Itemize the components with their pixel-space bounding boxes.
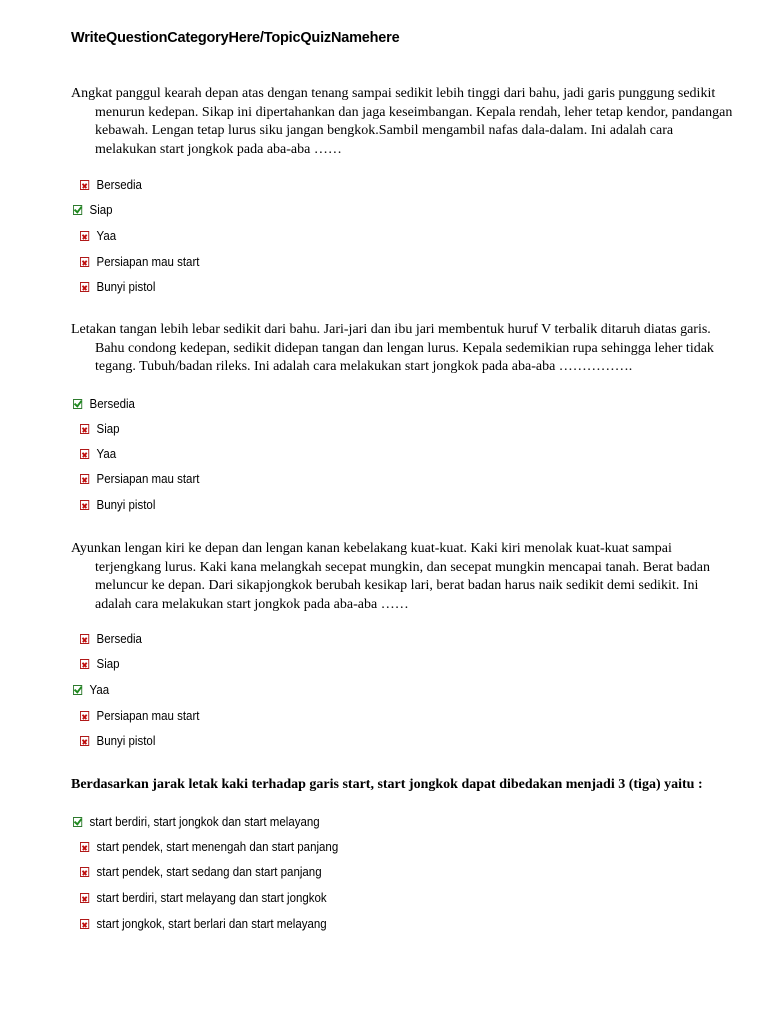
option-label: start jongkok, start berlari dan start melayang <box>96 917 327 931</box>
option-q4-4[interactable] <box>80 891 327 905</box>
option-label: Bunyi pistol <box>96 734 156 748</box>
cross-box-icon <box>80 736 89 746</box>
option-label: Bersedia <box>89 397 135 411</box>
option-label: Bersedia <box>96 632 142 646</box>
cross-box-icon <box>80 257 89 267</box>
option-label: Yaa <box>96 447 117 461</box>
question-3-text: Ayunkan lengan kiri ke depan dan lengan kanan kebelakang kuat-kuat. Kaki kiri menolak kuat-kuat sampai terjengkang lurus. Kaki kana melangkah secepat mungkin, dan secepat mungkin mencapai tanah. Berat badan meluncur ke depan. Dari sikapjongkok berubah kesikap lari, berat badan harus naik sedikit demi sedikit. Ini adalah cara melakukan start jongkok pada aba-aba …… <box>71 541 711 612</box>
cross-box-icon <box>80 282 89 292</box>
option-q1-4[interactable] <box>80 255 199 269</box>
page-header: WriteQuestionCategoryHere/TopicQuizNamehere <box>71 30 400 46</box>
option-label: Siap <box>96 657 120 671</box>
cross-box-icon <box>80 711 89 721</box>
option-label: start pendek, start sedang dan start panjang <box>96 865 322 879</box>
option-q4-3[interactable] <box>80 865 322 879</box>
option-q1-5[interactable] <box>80 280 155 294</box>
option-label: Persiapan mau start <box>96 709 200 723</box>
option-label: Yaa <box>96 229 117 243</box>
option-q3-4[interactable] <box>80 709 199 723</box>
option-q1-2[interactable] <box>73 203 113 217</box>
option-label: Siap <box>89 203 113 217</box>
check-box-icon <box>73 399 82 409</box>
cross-box-icon <box>80 180 89 190</box>
cross-box-icon <box>80 867 89 877</box>
option-q3-3[interactable] <box>73 683 109 697</box>
option-label: Persiapan mau start <box>96 472 200 486</box>
option-q3-1[interactable] <box>80 632 142 646</box>
option-label: Bunyi pistol <box>96 498 156 512</box>
cross-box-icon <box>80 634 89 644</box>
option-q1-3[interactable] <box>80 229 116 243</box>
cross-box-icon <box>80 449 89 459</box>
question-2-text: Letakan tangan lebih lebar sedikit dari bahu. Jari-jari dan ibu jari membentuk huruf V terbalik ditaruh diatas garis. Bahu condong kedepan, sedikit didepan tangan dan lengan lurus. Kepala sedemikian rupa sehingga leher tidak tegang. Tubuh/badan rileks. Ini adalah cara melakukan start jongkok pada aba-aba ……………. <box>71 322 714 374</box>
option-label: Persiapan mau start <box>96 255 200 269</box>
cross-box-icon <box>80 659 89 669</box>
option-q4-1[interactable] <box>73 815 320 829</box>
cross-box-icon <box>80 893 89 903</box>
option-q2-4[interactable] <box>80 472 199 486</box>
cross-box-icon <box>80 231 89 241</box>
check-box-icon <box>73 685 82 695</box>
option-q3-5[interactable] <box>80 734 155 748</box>
cross-box-icon <box>80 424 89 434</box>
cross-box-icon <box>80 842 89 852</box>
question-4-text: Berdasarkan jarak letak kaki terhadap garis start, start jongkok dapat dibedakan menjadi 3 (tiga) yaitu : <box>71 777 703 792</box>
option-q2-5[interactable] <box>80 498 155 512</box>
cross-box-icon <box>80 919 89 929</box>
cross-box-icon <box>80 500 89 510</box>
option-label: Siap <box>96 422 120 436</box>
option-q4-5[interactable] <box>80 917 327 931</box>
option-q4-2[interactable] <box>80 840 338 854</box>
cross-box-icon <box>80 474 89 484</box>
option-q2-3[interactable] <box>80 447 116 461</box>
option-q3-2[interactable] <box>80 657 120 671</box>
option-label: start berdiri, start melayang dan start jongkok <box>96 891 327 905</box>
option-label: start pendek, start menengah dan start panjang <box>96 840 339 854</box>
option-label: start berdiri, start jongkok dan start melayang <box>89 815 320 829</box>
option-label: Bunyi pistol <box>96 280 156 294</box>
option-q2-1[interactable] <box>73 397 135 411</box>
option-q1-1[interactable] <box>80 178 142 192</box>
question-1-text: Angkat panggul kearah depan atas dengan tenang sampai sedikit lebih tinggi dari bahu, jadi garis punggung sedikit menurun kedepan. Sikap ini dipertahankan dan jaga keseimbangan. Kepala rendah, leher tetap kendor, pandangan kebawah. Lengan tetap lurus siku jangan bengkok.Sambil mengambil nafas dala-dalam. Ini adalah cara melakukan start jongkok pada aba-aba …… <box>71 86 733 157</box>
option-q2-2[interactable] <box>80 422 120 436</box>
option-label: Bersedia <box>96 178 142 192</box>
check-box-icon <box>73 817 82 827</box>
check-box-icon <box>73 205 82 215</box>
option-label: Yaa <box>89 683 110 697</box>
